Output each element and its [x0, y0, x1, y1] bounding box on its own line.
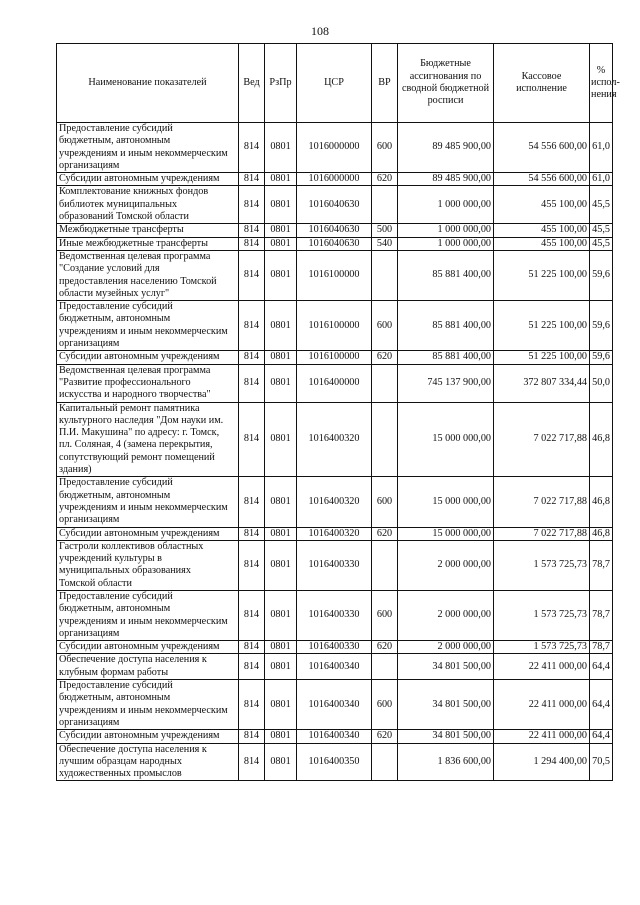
assignments-cell: 15 000 000,00 [398, 402, 494, 477]
vr-cell [372, 743, 398, 781]
csr-cell: 1016040630 [297, 224, 372, 237]
indicator-name-line: Комплектование книжных фондов [59, 186, 209, 198]
ved-cell: 814 [239, 351, 265, 364]
indicator-name-cell [57, 477, 239, 527]
indicator-name-line: учреждениям и иным некоммерческим [59, 615, 228, 627]
table-row [57, 641, 613, 654]
indicator-name-line: Субсидии автономным учреждениям [59, 527, 220, 539]
csr-cell: 1016040630 [297, 186, 372, 224]
percent-execution-cell: 64,4 [590, 730, 613, 743]
ved-cell: 814 [239, 173, 265, 186]
percent-execution-cell: 61,0 [590, 123, 613, 173]
csr-cell: 1016040630 [297, 237, 372, 250]
csr-cell: 1016400330 [297, 540, 372, 590]
ved-cell: 814 [239, 590, 265, 640]
indicator-name-line: предоставления населению Томской [59, 275, 217, 287]
header-percent-execution: % испол-нения [590, 44, 613, 123]
budget-execution-table [56, 43, 620, 781]
table-row [57, 590, 613, 640]
cash-execution-cell: 455 100,00 [494, 224, 590, 237]
table-row [57, 250, 613, 300]
indicator-name-line: "Развитие профессионального [59, 376, 191, 388]
indicator-name-line: организациям [59, 514, 120, 526]
ved-cell: 814 [239, 301, 265, 351]
percent-execution-cell: 59,6 [590, 301, 613, 351]
vr-cell [372, 540, 398, 590]
indicator-name-cell [57, 173, 239, 186]
vr-cell [372, 402, 398, 477]
assignments-cell: 2 000 000,00 [398, 590, 494, 640]
cash-execution-cell: 7 022 717,88 [494, 527, 590, 540]
rzpr-cell: 0801 [265, 237, 297, 250]
indicator-name-line: Капитальный ремонт памятника [59, 402, 200, 414]
ved-cell: 814 [239, 186, 265, 224]
vr-cell: 620 [372, 173, 398, 186]
indicator-name-cell [57, 250, 239, 300]
indicator-name-cell [57, 123, 239, 173]
ved-cell: 814 [239, 527, 265, 540]
table-row [57, 237, 613, 250]
csr-cell: 1016400340 [297, 654, 372, 680]
csr-cell: 1016400320 [297, 477, 372, 527]
table-row [57, 186, 613, 224]
percent-execution-cell: 78,7 [590, 641, 613, 654]
indicator-name-line: клубным формам работы [59, 666, 169, 678]
indicator-name-cell [57, 540, 239, 590]
percent-execution-cell: 50,0 [590, 364, 613, 402]
indicator-name-line: Предоставление субсидий [59, 301, 173, 313]
cash-execution-cell: 51 225 100,00 [494, 301, 590, 351]
indicator-name-cell [57, 224, 239, 237]
header-vr: ВР [372, 44, 398, 123]
rzpr-cell: 0801 [265, 123, 297, 173]
cash-execution-cell: 7 022 717,88 [494, 477, 590, 527]
ved-cell: 814 [239, 540, 265, 590]
csr-cell: 1016400340 [297, 730, 372, 743]
cash-execution-cell: 51 225 100,00 [494, 250, 590, 300]
cash-execution-cell: 7 022 717,88 [494, 402, 590, 477]
ved-cell: 814 [239, 743, 265, 781]
rzpr-cell: 0801 [265, 743, 297, 781]
vr-cell: 600 [372, 301, 398, 351]
rzpr-cell: 0801 [265, 654, 297, 680]
indicator-name-line: здания) [59, 464, 92, 476]
header-ved: Вед [239, 44, 265, 123]
indicator-name-line: бюджетным, автономным [59, 135, 171, 147]
vr-cell [372, 364, 398, 402]
indicator-name-line: П.И. Макушина" по адресу: г. Томск, [59, 427, 220, 439]
indicator-name-cell [57, 730, 239, 743]
header-assignments: Бюджетные ассигнования по сводной бюджетной росписи [398, 44, 494, 123]
csr-cell: 1016400000 [297, 364, 372, 402]
header-cash-execution: Кассовое исполнение [494, 44, 590, 123]
indicator-name-cell [57, 301, 239, 351]
cash-execution-cell: 22 411 000,00 [494, 680, 590, 730]
rzpr-cell: 0801 [265, 680, 297, 730]
rzpr-cell: 0801 [265, 590, 297, 640]
indicator-name-cell [57, 527, 239, 540]
percent-execution-cell: 46,8 [590, 477, 613, 527]
csr-cell: 1016000000 [297, 173, 372, 186]
ved-cell: 814 [239, 402, 265, 477]
ved-cell: 814 [239, 364, 265, 402]
header-csr: ЦСР [297, 44, 372, 123]
rzpr-cell: 0801 [265, 250, 297, 300]
percent-execution-cell: 70,5 [590, 743, 613, 781]
vr-cell: 540 [372, 237, 398, 250]
cash-execution-cell: 22 411 000,00 [494, 730, 590, 743]
cash-execution-cell: 51 225 100,00 [494, 351, 590, 364]
indicator-name-line: Межбюджетные трансферты [59, 224, 184, 236]
indicator-name-line: пл. Соляная, 4 (замена перекрытия, [59, 439, 213, 451]
assignments-cell: 1 000 000,00 [398, 237, 494, 250]
csr-cell: 1016100000 [297, 301, 372, 351]
csr-cell: 1016400330 [297, 641, 372, 654]
assignments-cell: 89 485 900,00 [398, 173, 494, 186]
assignments-cell: 15 000 000,00 [398, 477, 494, 527]
vr-cell: 600 [372, 590, 398, 640]
indicator-name-line: культурного наследия "Дом науки им. [59, 414, 224, 426]
indicator-name-line: Предоставление субсидий [59, 477, 173, 489]
indicator-name-line: Субсидии автономным учреждениям [59, 730, 220, 742]
cash-execution-cell: 22 411 000,00 [494, 654, 590, 680]
indicator-name-cell [57, 641, 239, 654]
indicator-name-line: библиотек муниципальных [59, 198, 178, 210]
cash-execution-cell: 1 573 725,73 [494, 590, 590, 640]
indicator-name-line: организациям [59, 627, 120, 639]
indicator-name-line: учреждениям и иным некоммерческим [59, 501, 228, 513]
indicator-name-line: Предоставление субсидий [59, 123, 173, 134]
cash-execution-cell: 372 807 334,44 [494, 364, 590, 402]
indicator-name-line: лучшим образцам народных [59, 755, 182, 767]
page-number: 108 [311, 24, 329, 38]
indicator-name-line: муниципальных образованиях [59, 565, 191, 577]
indicator-name-line: Иные межбюджетные трансферты [59, 237, 208, 249]
percent-execution-cell: 45,5 [590, 237, 613, 250]
indicator-name-line: организациям [59, 716, 120, 728]
cash-execution-cell: 54 556 600,00 [494, 173, 590, 186]
ved-cell: 814 [239, 654, 265, 680]
vr-cell: 620 [372, 527, 398, 540]
indicator-name-cell [57, 237, 239, 250]
table-row [57, 301, 613, 351]
assignments-cell: 2 000 000,00 [398, 540, 494, 590]
table-row [57, 402, 613, 477]
indicator-name-line: Субсидии автономным учреждениям [59, 351, 220, 363]
vr-cell [372, 654, 398, 680]
vr-cell [372, 250, 398, 300]
indicator-name-line: учреждениям и иным некоммерческим [59, 325, 228, 337]
table-row [57, 224, 613, 237]
table-header-row [57, 44, 613, 123]
indicator-name-line: Ведомственная целевая программа [59, 364, 211, 376]
cash-execution-cell: 455 100,00 [494, 186, 590, 224]
assignments-cell: 89 485 900,00 [398, 123, 494, 173]
table-row [57, 351, 613, 364]
cash-execution-cell: 455 100,00 [494, 237, 590, 250]
indicator-name-line: организациям [59, 338, 120, 350]
ved-cell: 814 [239, 224, 265, 237]
assignments-cell: 15 000 000,00 [398, 527, 494, 540]
assignments-cell: 1 000 000,00 [398, 186, 494, 224]
cash-execution-cell: 1 573 725,73 [494, 540, 590, 590]
rzpr-cell: 0801 [265, 351, 297, 364]
assignments-cell: 85 881 400,00 [398, 301, 494, 351]
rzpr-cell: 0801 [265, 224, 297, 237]
indicator-name-line: Субсидии автономным учреждениям [59, 641, 220, 653]
rzpr-cell: 0801 [265, 477, 297, 527]
csr-cell: 1016400320 [297, 402, 372, 477]
indicator-name-line: "Создание условий для [59, 263, 160, 275]
percent-execution-cell: 64,4 [590, 680, 613, 730]
csr-cell: 1016400350 [297, 743, 372, 781]
indicator-name-line: бюджетным, автономным [59, 692, 171, 704]
table-row [57, 527, 613, 540]
assignments-cell: 1 000 000,00 [398, 224, 494, 237]
table-row [57, 654, 613, 680]
table-row [57, 477, 613, 527]
rzpr-cell: 0801 [265, 364, 297, 402]
table-row [57, 730, 613, 743]
percent-execution-cell: 46,8 [590, 527, 613, 540]
indicator-name-line: Гастроли коллективов областных [59, 540, 204, 552]
indicator-name-line: художественных промыслов [59, 768, 182, 780]
ved-cell: 814 [239, 123, 265, 173]
indicator-name-line: Предоставление субсидий [59, 680, 173, 692]
indicator-name-line: бюджетным, автономным [59, 313, 171, 325]
assignments-cell: 34 801 500,00 [398, 654, 494, 680]
csr-cell: 1016100000 [297, 250, 372, 300]
assignments-cell: 85 881 400,00 [398, 351, 494, 364]
csr-cell: 1016000000 [297, 123, 372, 173]
indicator-name-cell [57, 351, 239, 364]
indicator-name-line: области музейных услуг" [59, 287, 170, 299]
indicator-name-line: Субсидии автономным учреждениям [59, 173, 220, 185]
indicator-name-cell [57, 186, 239, 224]
indicator-name-line: Ведомственная целевая программа [59, 250, 211, 262]
indicator-name-line: учреждениям и иным некоммерческим [59, 704, 228, 716]
vr-cell: 600 [372, 680, 398, 730]
vr-cell: 600 [372, 477, 398, 527]
vr-cell [372, 186, 398, 224]
ved-cell: 814 [239, 250, 265, 300]
table-row [57, 123, 613, 173]
percent-execution-cell: 46,8 [590, 402, 613, 477]
indicator-name-line: Обеспечение доступа населения к [59, 743, 207, 755]
csr-cell: 1016400340 [297, 680, 372, 730]
csr-cell: 1016400330 [297, 590, 372, 640]
indicator-name-cell [57, 364, 239, 402]
indicator-name-line: Томской области [59, 577, 132, 589]
ved-cell: 814 [239, 477, 265, 527]
indicator-name-line: учреждений культуры в [59, 553, 162, 565]
indicator-name-line: бюджетным, автономным [59, 489, 171, 501]
rzpr-cell: 0801 [265, 730, 297, 743]
vr-cell: 500 [372, 224, 398, 237]
indicator-name-line: учреждениям и иным некоммерческим [59, 147, 228, 159]
rzpr-cell: 0801 [265, 402, 297, 477]
assignments-cell: 745 137 900,00 [398, 364, 494, 402]
ved-cell: 814 [239, 730, 265, 743]
csr-cell: 1016400320 [297, 527, 372, 540]
cash-execution-cell: 1 294 400,00 [494, 743, 590, 781]
table-row [57, 743, 613, 781]
header-rzpr: РзПр [265, 44, 297, 123]
table-row [57, 173, 613, 186]
percent-execution-cell: 78,7 [590, 590, 613, 640]
rzpr-cell: 0801 [265, 301, 297, 351]
indicator-name-line: искусства и народного творчества" [59, 389, 211, 401]
vr-cell: 620 [372, 351, 398, 364]
indicator-name-cell [57, 590, 239, 640]
indicator-name-line: Обеспечение доступа населения к [59, 654, 207, 666]
table-row [57, 680, 613, 730]
indicator-name-line: образований Томской области [59, 211, 189, 223]
assignments-cell: 2 000 000,00 [398, 641, 494, 654]
cash-execution-cell: 54 556 600,00 [494, 123, 590, 173]
csr-cell: 1016100000 [297, 351, 372, 364]
percent-execution-cell: 78,7 [590, 540, 613, 590]
ved-cell: 814 [239, 237, 265, 250]
header-name: Наименование показателей [57, 44, 239, 123]
vr-cell: 620 [372, 641, 398, 654]
indicator-name-line: организациям [59, 159, 120, 171]
assignments-cell: 85 881 400,00 [398, 250, 494, 300]
indicator-name-cell [57, 680, 239, 730]
percent-execution-cell: 45,5 [590, 186, 613, 224]
table-row [57, 540, 613, 590]
indicator-name-cell [57, 743, 239, 781]
rzpr-cell: 0801 [265, 186, 297, 224]
rzpr-cell: 0801 [265, 527, 297, 540]
assignments-cell: 34 801 500,00 [398, 730, 494, 743]
assignments-cell: 34 801 500,00 [398, 680, 494, 730]
indicator-name-cell [57, 402, 239, 477]
percent-execution-cell: 59,6 [590, 351, 613, 364]
percent-execution-cell: 64,4 [590, 654, 613, 680]
indicator-name-line: сопутствующий ремонт помещений [59, 451, 215, 463]
vr-cell: 620 [372, 730, 398, 743]
indicator-name-line: Предоставление субсидий [59, 590, 173, 602]
percent-execution-cell: 45,5 [590, 224, 613, 237]
indicator-name-cell [57, 654, 239, 680]
assignments-cell: 1 836 600,00 [398, 743, 494, 781]
vr-cell: 600 [372, 123, 398, 173]
rzpr-cell: 0801 [265, 540, 297, 590]
rzpr-cell: 0801 [265, 173, 297, 186]
cash-execution-cell: 1 573 725,73 [494, 641, 590, 654]
rzpr-cell: 0801 [265, 641, 297, 654]
table-row [57, 364, 613, 402]
ved-cell: 814 [239, 641, 265, 654]
percent-execution-cell: 59,6 [590, 250, 613, 300]
percent-execution-cell: 61,0 [590, 173, 613, 186]
ved-cell: 814 [239, 680, 265, 730]
indicator-name-line: бюджетным, автономным [59, 603, 171, 615]
